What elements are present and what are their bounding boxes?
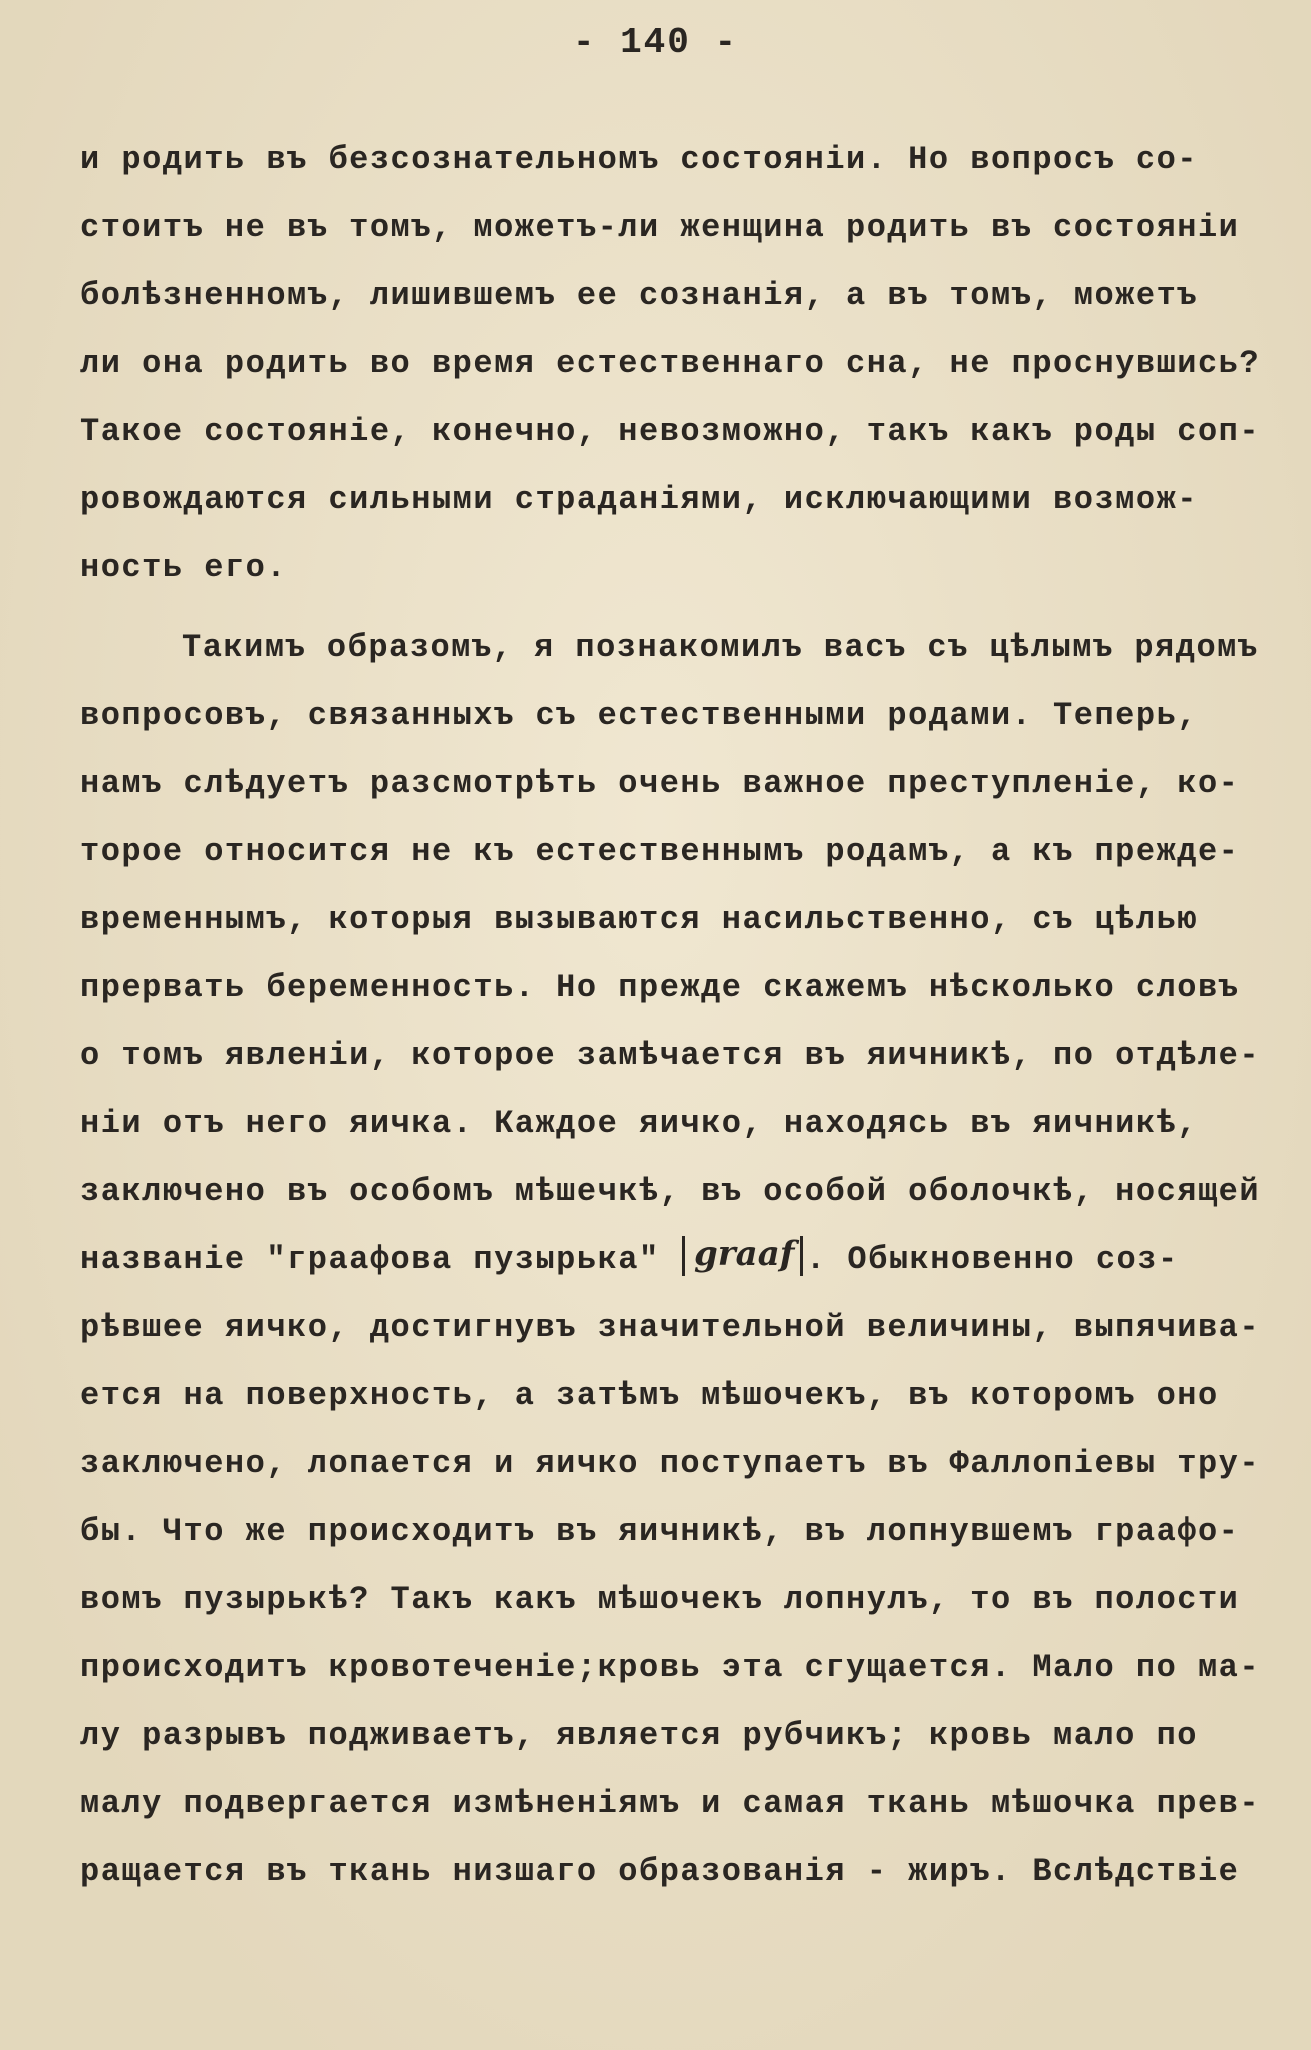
text-line: ность его. — [80, 549, 288, 586]
text-line: бы. Что же происходитъ въ яичникѣ, въ лопнувшемъ граафо- — [80, 1513, 1240, 1550]
text-line: и родить въ безсознательномъ состоянiи. Но вопросъ со- — [80, 141, 1198, 178]
text-line: лу разрывъ подживаетъ, является рубчикъ; кровь мало по — [80, 1717, 1198, 1754]
text-line: . Обыкновенно соз- — [806, 1241, 1179, 1278]
handwritten-bracket-left — [682, 1236, 685, 1276]
text-line: намъ слѣдуетъ разсмотрѣть очень важное преступленiе, ко- — [80, 765, 1240, 802]
text-line: ращается въ ткань низшаго образованiя - жиръ. Вслѣдствiе — [80, 1853, 1240, 1890]
text-line: временнымъ, которыя вызываются насильственно, съ цѣлью — [80, 901, 1198, 938]
text-line: малу подвергается измѣненiямъ и самая ткань мѣшочка прев- — [80, 1785, 1261, 1822]
text-line: болѣзненномъ, лишившемъ ее сознанiя, а въ томъ, можетъ — [80, 277, 1198, 314]
text-line: вомъ пузырькѣ? Такъ какъ мѣшочекъ лопнулъ, то въ полости — [80, 1581, 1240, 1618]
text-line: Такимъ образомъ, я познакомилъ васъ съ цѣлымъ рядомъ — [182, 629, 1259, 666]
text-line: ровождаются сильными страданiями, исключающими возмож- — [80, 481, 1198, 518]
text-line: названiе "граафова пузырька" — [80, 1241, 660, 1278]
text-line: торое относится не къ естественнымъ родамъ, а къ прежде- — [80, 833, 1240, 870]
text-line: ется на поверхность, а затѣмъ мѣшочекъ, въ которомъ оно — [80, 1377, 1219, 1414]
text-line: происходитъ кровотеченiе;кровь эта сгущается. Мало по ма- — [80, 1649, 1261, 1686]
text-line: стоитъ не въ томъ, можетъ-ли женщина родить въ состоянiи — [80, 209, 1240, 246]
text-line: заключено въ особомъ мѣшечкѣ, въ особой оболочкѣ, носящей — [80, 1173, 1261, 1210]
text-line: заключено, лопается и яичко поступаетъ въ Фаллопiевы тру- — [80, 1445, 1261, 1482]
text-line: рѣвшее яичко, достигнувъ значительной величины, выпячива- — [80, 1309, 1261, 1346]
handwritten-note: graaf — [694, 1234, 795, 1274]
text-line: Такое состоянiе, конечно, невозможно, такъ какъ роды соп- — [80, 413, 1261, 450]
text-line: прервать беременность. Но прежде скажемъ нѣсколько словъ — [80, 969, 1240, 1006]
text-line: о томъ явленiи, которое замѣчается въ яичникѣ, по отдѣле- — [80, 1037, 1261, 1074]
text-line: нiи отъ него яичка. Каждое яичко, находясь въ яичникѣ, — [80, 1105, 1198, 1142]
text-line: вопросовъ, связанныхъ съ естественными родами. Теперь, — [80, 697, 1198, 734]
text-line: ли она родить во время естественнаго сна, не проснувшись? — [80, 345, 1261, 382]
handwritten-bracket-right — [800, 1236, 803, 1276]
page-number: - 140 - — [572, 22, 739, 63]
